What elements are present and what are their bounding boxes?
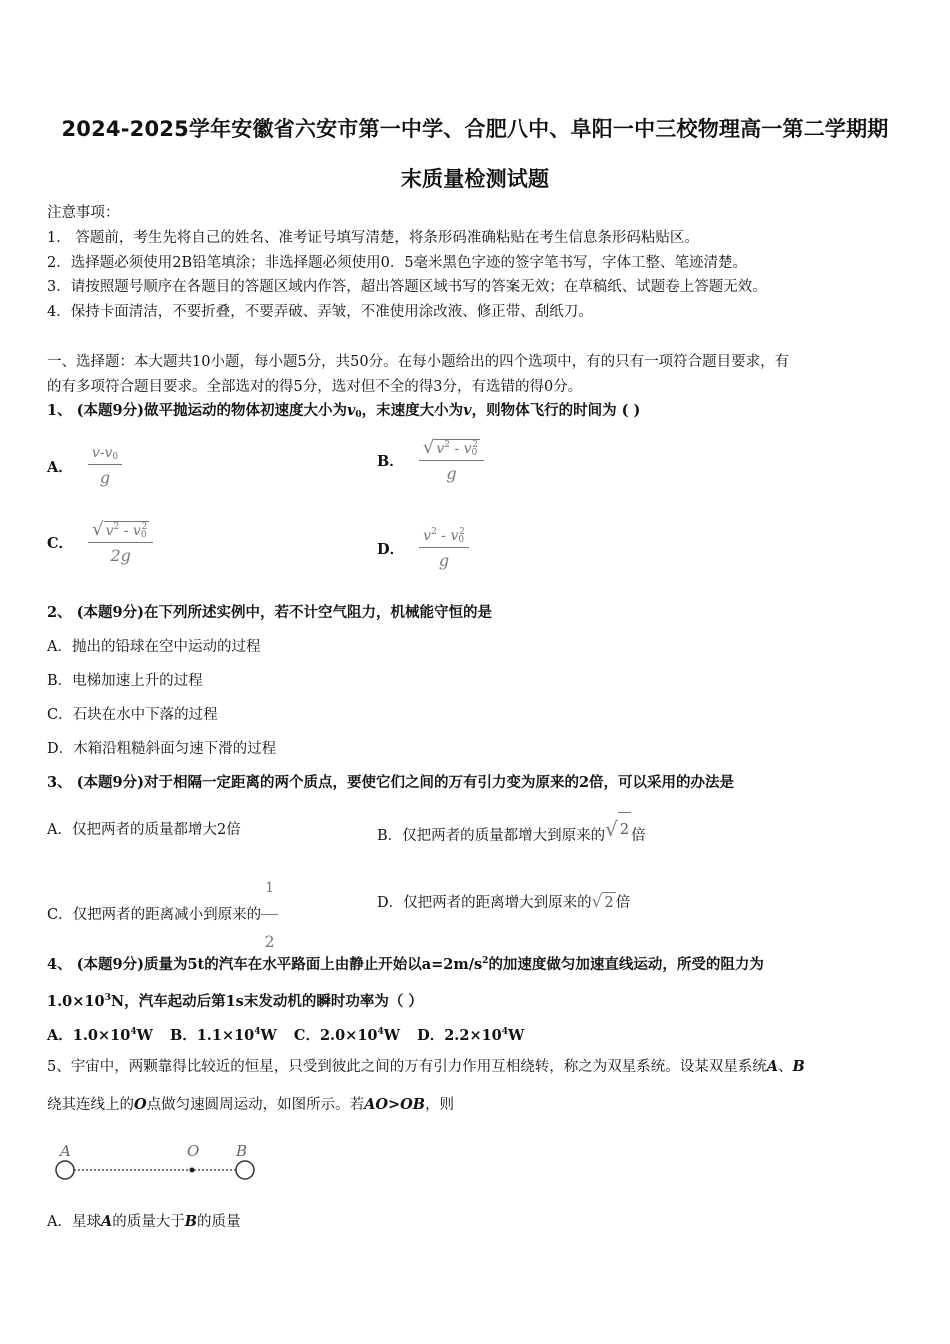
star-a-circle (56, 1161, 74, 1179)
fraction: $\frac{√ v^2 - v_0^2}{2g}$ (88, 519, 153, 565)
question-2-option-c[interactable]: C．石块在水中下落的过程 (47, 707, 218, 723)
question-4-stem-line1: 4、 (本题9分)质量为5t的汽车在水平路面上由静止开始以$a=2m/s^2$的加速度做匀加速直线运动，所受的阻力为 (47, 956, 764, 973)
question-2-option-b[interactable]: B．电梯加速上升的过程 (47, 673, 203, 689)
notice-item: 3．请按照题号顺序在各题目的答题区域内作答，超出答题区域书写的答案无效；在草稿纸、试题卷上答题无效。 (47, 279, 767, 295)
question-3-option-c[interactable]: C．仅把两者的距离减小到原来的 $\frac{1}{2}$ (47, 864, 278, 966)
label-b: B (236, 1142, 248, 1160)
fraction: $\frac{v^2 - v_0^2}{g}$ (419, 527, 469, 570)
question-3-option-d[interactable]: D．仅把两者的距离增大到原来的√ 2 倍 (377, 892, 631, 912)
question-3-option-a[interactable]: A．仅把两者的质量都增大2倍 (47, 822, 241, 838)
question-1-stem: 1、 (本题9分)做平抛运动的物体初速度大小为v0，末速度大小为v，则物体飞行的时间为 ( ) (47, 402, 641, 420)
question-4-option-b[interactable]: B．$1.1\times 10^4W$ (169, 1027, 277, 1044)
section-intro-line2: 的有多项符合题目要求。全部选对的得5分，选对但不全的得3分，有选错的得0分。 (47, 379, 583, 395)
question-4-stem-line2: $1.0\times 10^3N$，汽车起动后第1s末发动机的瞬时功率为（ ） (47, 993, 423, 1010)
document-title-line2: 末质量检测试题 (400, 167, 550, 191)
question-4-option-c[interactable]: C．$2.0\times 10^4W$ (293, 1027, 401, 1044)
question-5-stem-line1: 5、宇宙中，两颗靠得比较近的恒星，只受到彼此之间的万有引力作用互相绕转，称之为双星系统。设某双星系统A、B (47, 1058, 805, 1075)
question-1-option-a[interactable]: A． $\frac{v-v_0}{g}$ (47, 445, 122, 487)
question-4-option-a[interactable]: A．$1.0\times 10^4W$ (47, 1027, 153, 1044)
notice-heading: 注意事项： (47, 205, 120, 221)
fraction: $\frac{1}{2}$ (261, 864, 278, 966)
fraction: $\frac{√ v^2 - v_0^2}{g}$ (419, 437, 484, 483)
document-title-line1: 2024-2025学年安徽省六安市第一中学、合肥八中、阜阳一中三校物理高一第二学期期 (61, 117, 889, 141)
binary-star-figure (50, 1138, 265, 1186)
notice-item: 2．选择题必须使用2B铅笔填涂；非选择题必须使用0．5毫米黑色字迹的签字笔书写，字体工整、笔迹清楚。 (47, 255, 748, 271)
question-1-option-d[interactable]: D． $\frac{v^2 - v_0^2}{g}$ (377, 527, 469, 570)
question-3-option-b[interactable]: B．仅把两者的质量都增大到原来的√ 2 倍 (377, 812, 646, 853)
question-4-option-d[interactable]: D．$2.2\times 10^4W$ (417, 1027, 525, 1044)
fraction: $\frac{v-v_0}{g}$ (88, 445, 122, 487)
question-2-stem: 2、 (本题9分)在下列所述实例中，若不计空气阻力，机械能守恒的是 (47, 604, 492, 621)
center-point-o (190, 1168, 195, 1173)
notice-item: 4．保持卡面清洁，不要折叠，不要弄破、弄皱，不准使用涂改液、修正带、刮纸刀。 (47, 304, 593, 320)
section-intro-line1: 一、选择题：本大题共10小题，每小题5分，共50分。在每小题给出的四个选项中，有的只有一项符合题目要求，有 (47, 354, 790, 370)
question-5-option-a[interactable]: A．星球A的质量大于B的质量 (47, 1213, 241, 1230)
question-1-option-c[interactable]: C． $\frac{√ v^2 - v_0^2}{2g}$ (47, 519, 153, 565)
label-o: O (187, 1142, 200, 1160)
question-2-option-d[interactable]: D．木箱沿粗糙斜面匀速下滑的过程 (47, 741, 277, 757)
question-3-stem: 3、 (本题9分)对于相隔一定距离的两个质点，要使它们之间的万有引力变为原来的2倍，可以采用的办法是 (47, 774, 735, 791)
label-a: A (60, 1142, 71, 1160)
question-1-option-b[interactable]: B． $\frac{√ v^2 - v_0^2}{g}$ (377, 437, 484, 483)
question-2-option-a[interactable]: A．抛出的铅球在空中运动的过程 (47, 639, 261, 655)
notice-item: 1． 答题前，考生先将自己的姓名、准考证号填写清楚，将条形码准确粘贴在考生信息条形码粘贴区。 (47, 230, 699, 246)
question-5-stem-line2: 绕其连线上的O点做匀速圆周运动，如图所示。若AO>OB，则 (47, 1096, 455, 1113)
question-4-options (47, 1022, 524, 1046)
star-b-circle (236, 1161, 254, 1179)
